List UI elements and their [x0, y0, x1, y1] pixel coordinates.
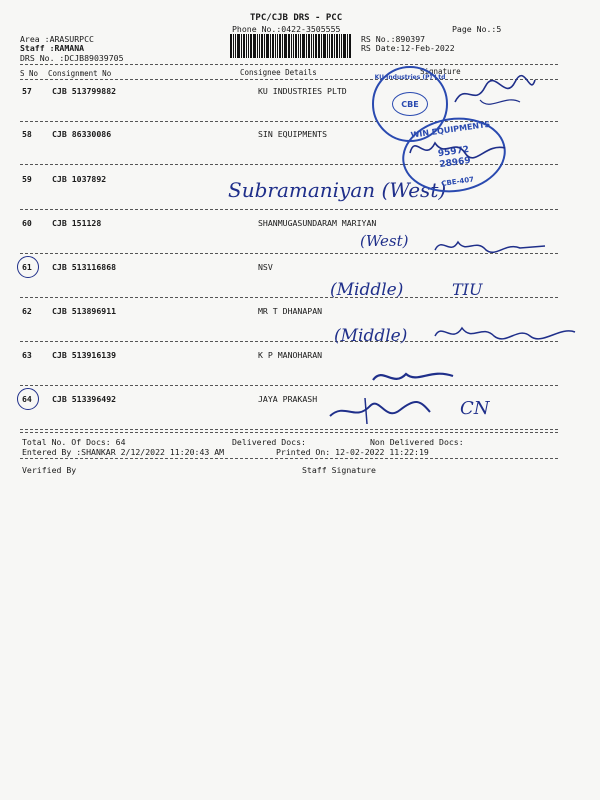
barcode-bar: [233, 34, 234, 58]
barcode-bar: [349, 34, 351, 58]
barcode-bar: [300, 34, 301, 58]
barcode-bar: [282, 34, 283, 58]
barcode-bar: [339, 34, 340, 58]
verified-by: Verified By: [22, 465, 77, 475]
staff-label: Staff :RAMANA: [20, 43, 85, 53]
row-sno: 64: [22, 394, 32, 404]
row-sno: 58: [22, 129, 32, 139]
barcode-bar: [259, 34, 260, 58]
signature-scribble: [325, 392, 435, 428]
barcode-bar: [327, 34, 328, 58]
signature-scribble: [368, 362, 458, 390]
col-signature: Signature: [420, 67, 461, 76]
handwritten-note: (Middle): [334, 326, 408, 346]
phone-number: Phone No.:0422-3505555: [232, 24, 341, 34]
company-stamp: WIN EQUIPMENTS 95972 28969 CBE-407: [397, 111, 510, 199]
barcode-bar: [311, 34, 312, 58]
barcode-bar: [246, 34, 247, 58]
barcode-bar: [308, 34, 310, 58]
row-consignment-no: CJB 513396492: [52, 394, 117, 404]
barcode-bar: [261, 34, 263, 58]
signature-scribble: [430, 232, 550, 260]
barcode-bar: [318, 34, 320, 58]
barcode-bar: [295, 34, 297, 58]
circle-mark: [17, 388, 39, 410]
barcode-bar: [230, 34, 232, 58]
barcode-bar: [284, 34, 287, 58]
barcode-bar: [313, 34, 314, 58]
barcode-bar: [302, 34, 305, 58]
row-consignment-no: CJB 513116868: [52, 262, 117, 272]
barcode-bar: [243, 34, 245, 58]
circle-mark: [17, 256, 39, 278]
rs-date: RS Date:12-Feb-2022: [361, 43, 455, 53]
barcode-bar: [248, 34, 249, 58]
delivered-docs: Delivered Docs:: [232, 437, 306, 447]
barcode-bar: [270, 34, 271, 58]
entered-by: Entered By :SHANKAR 2/12/2022 11:20:43 AM: [22, 447, 225, 457]
document-title: TPC/CJB DRS - PCC: [250, 13, 343, 23]
total-docs: Total No. Of Docs: 64: [22, 437, 126, 447]
row-consignee: KU INDUSTRIES PLTD: [258, 86, 347, 96]
row-divider: [20, 209, 558, 210]
drs-number: DRS No. :DCJB89039705: [20, 53, 124, 63]
handwritten-note: (West): [360, 232, 409, 250]
barcode-bar: [331, 34, 333, 58]
row-divider: [20, 429, 558, 430]
barcode-bar: [323, 34, 326, 58]
barcode-bar: [250, 34, 252, 58]
printed-on: Printed On: 12-02-2022 11:22:19: [276, 447, 429, 457]
barcode-bar: [343, 34, 346, 58]
row-consignee: MR T DHANAPAN: [258, 306, 323, 316]
barcode-bar: [275, 34, 276, 58]
row-consignee: K P MANOHARAN: [258, 350, 323, 360]
barcode-bar: [264, 34, 265, 58]
barcode-bar: [315, 34, 317, 58]
col-sno: S No: [20, 69, 39, 78]
handwritten-note: CN: [460, 398, 490, 419]
row-consignment-no: CJB 86330086: [52, 129, 112, 139]
area-label: Area :ARASURPCC: [20, 34, 94, 44]
row-consignment-no: CJB 151128: [52, 218, 102, 228]
row-divider: [20, 385, 558, 386]
row-consignment-no: CJB 513916139: [52, 350, 117, 360]
barcode-bar: [237, 34, 240, 58]
divider: [20, 432, 558, 433]
barcode-bar: [341, 34, 342, 58]
row-sno: 62: [22, 306, 32, 316]
row-sno: 60: [22, 218, 32, 228]
handwritten-name: Subramaniyan (West): [228, 178, 447, 202]
col-consignment: Consignment No: [48, 69, 112, 78]
barcode: [230, 34, 356, 58]
company-stamp: KU Industries (P) Ltd CBE: [372, 66, 448, 142]
barcode-bar: [347, 34, 348, 58]
barcode-bar: [321, 34, 322, 58]
page-number: Page No.:5: [452, 24, 502, 34]
barcode-bar: [253, 34, 256, 58]
barcode-bar: [277, 34, 278, 58]
row-consignment-no: CJB 1037892: [52, 174, 107, 184]
row-consignee: JAYA PRAKASH: [258, 394, 318, 404]
barcode-bar: [306, 34, 307, 58]
barcode-bar: [235, 34, 236, 58]
divider: [20, 458, 558, 459]
row-sno: 59: [22, 174, 32, 184]
non-delivered-docs: Non Delivered Docs:: [370, 437, 464, 447]
handwritten-note: (Middle): [330, 280, 404, 300]
staff-signature: Staff Signature: [302, 465, 376, 475]
barcode-bar: [288, 34, 290, 58]
signature-scribble: [450, 72, 540, 117]
col-consignee: Consignee Details: [240, 68, 317, 77]
divider: [20, 64, 558, 65]
signature-scribble: [430, 316, 580, 348]
barcode-bar: [334, 34, 335, 58]
rs-number: RS No.:890397: [361, 34, 426, 44]
barcode-bar: [257, 34, 258, 58]
row-sno: 63: [22, 350, 32, 360]
barcode-bar: [336, 34, 338, 58]
barcode-bar: [329, 34, 330, 58]
handwritten-note: TIU: [452, 280, 483, 299]
row-consignment-no: CJB 513799882: [52, 86, 117, 96]
row-consignee: SIN EQUIPMENTS: [258, 129, 328, 139]
row-consignment-no: CJB 513896911: [52, 306, 117, 316]
row-sno: 61: [22, 262, 32, 272]
barcode-bar: [266, 34, 269, 58]
signature-scribble: [405, 128, 515, 168]
barcode-bar: [272, 34, 274, 58]
row-consignee: SHANMUGASUNDARAM MARIYAN: [258, 218, 377, 228]
row-sno: 57: [22, 86, 32, 96]
barcode-bar: [279, 34, 281, 58]
barcode-bar: [293, 34, 294, 58]
barcode-bar: [291, 34, 292, 58]
barcode-bar: [241, 34, 242, 58]
barcode-bar: [298, 34, 299, 58]
row-consignee: NSV: [258, 262, 273, 272]
